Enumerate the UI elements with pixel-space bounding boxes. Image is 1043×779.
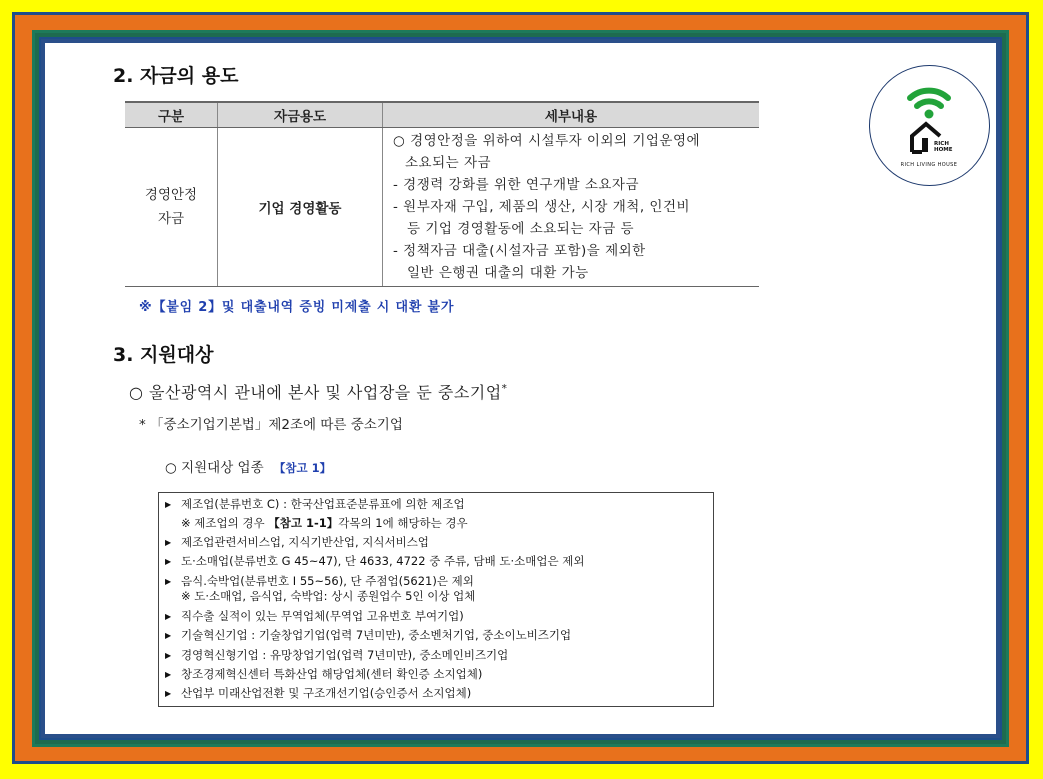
triangle-bullet-icon: ▶	[165, 650, 172, 660]
eligible-sectors-box	[158, 492, 714, 707]
sector-text: 창조경제혁신센터 특화산업 해당업체(센터 확인증 소지업체)	[181, 667, 483, 682]
list-item	[165, 574, 713, 589]
triangle-bullet-icon: ▶	[165, 577, 172, 587]
triangle-bullet-icon: ▶	[165, 556, 172, 566]
detail-line: 일반 은행권 대출의 대환 가능	[407, 265, 589, 281]
green-frame	[32, 30, 1009, 747]
detail-line: 소요되는 자금	[405, 155, 492, 171]
detail-line: - 원부자재 구입, 제품의 생산, 시장 개척, 인건비	[393, 199, 691, 215]
sector-note-ref: 【참고 1-1】	[268, 516, 339, 531]
list-item	[165, 646, 713, 665]
table-header-row	[125, 102, 759, 128]
list-item-note	[165, 514, 713, 532]
refinance-notice: ※【붙임 2】및 대출내역 증빙 미제출 시 대환 불가	[139, 300, 455, 315]
sector-note: ※ 제조업의 경우	[181, 516, 269, 531]
logo-brand-line1: RICH	[934, 141, 949, 147]
triangle-bullet-icon: ▶	[165, 612, 172, 622]
outer-orange-frame	[12, 12, 1029, 764]
target-text: ○ 울산광역시 관내에 본사 및 사업장을 둔 중소기업	[129, 383, 502, 402]
list-item	[165, 684, 713, 703]
rich-home-logo	[869, 65, 990, 186]
section3-title: 3. 지원대상	[113, 344, 214, 366]
header-usage: 자금용도	[218, 102, 383, 128]
sector-text: 도·소매업(분류번호 G 45~47), 단 4633, 4722 중 주류, 담배 도·소매업은 제외	[181, 553, 585, 568]
blue-frame	[39, 37, 1002, 740]
section2-title: 2. 자금의 용도	[113, 65, 239, 87]
triangle-bullet-icon: ▶	[165, 631, 172, 641]
target-footnote-mark: *	[501, 383, 508, 395]
sector-text: 기술혁신기업 : 기술창업기업(업력 7년미만), 중소벤처기업, 중소이노비즈기업	[181, 628, 572, 643]
detail-line: - 정책자금 대출(시설자금 포함)을 제외한	[393, 243, 646, 259]
triangle-bullet-icon: ▶	[165, 500, 172, 509]
table-row	[125, 128, 759, 287]
sector-text: 직수출 실적이 있는 무역업체(무역업 고유번호 부여기업)	[181, 609, 464, 624]
list-item	[165, 552, 713, 571]
sector-reference: 【참고 1】	[273, 461, 332, 475]
sector-text: 음식.숙박업(분류번호 I 55~56), 단 주점업(5621)은 제외	[181, 574, 474, 589]
list-item	[165, 533, 713, 552]
footnote: * 「중소기업기본법」제2조에 따른 중소기업	[139, 417, 403, 433]
sector-text: 산업부 미래산업전환 및 구조개선기업(승인증서 소지업체)	[181, 686, 472, 701]
sector-text: 경영혁신형기업 : 유망창업기업(업력 7년미만), 중소메인비즈기업	[181, 647, 509, 662]
list-item	[165, 495, 713, 514]
fund-usage-table	[125, 101, 759, 287]
detail-line: 등 기업 경영활동에 소요되는 자금 등	[407, 221, 635, 237]
header-category: 구분	[125, 102, 218, 128]
sector-text: 제조업관련서비스업, 지식기반산업, 지식서비스업	[181, 534, 429, 549]
category-line2: 자금	[157, 211, 185, 227]
document-page	[45, 43, 996, 734]
sector-heading-line	[165, 456, 331, 476]
triangle-bullet-icon: ▶	[165, 670, 172, 680]
category-cell	[125, 128, 218, 287]
details-cell	[383, 128, 760, 287]
list-item	[165, 665, 713, 684]
sector-note: ※ 도·소매업, 음식업, 숙박업: 상시 종원업수 5인 이상 업체	[181, 589, 476, 604]
logo-tagline: RICH LIVING HOUSE	[900, 162, 958, 168]
usage-cell: 기업 경영활동	[218, 128, 383, 287]
category-line1: 경영안정	[144, 187, 198, 203]
detail-line: ○ 경영안정을 위하여 시설투자 이외의 기업운영에	[393, 133, 701, 149]
detail-line: - 경쟁력 강화를 위한 연구개발 소요자금	[393, 177, 639, 193]
list-item	[165, 626, 713, 645]
triangle-bullet-icon: ▶	[165, 689, 172, 699]
triangle-bullet-icon: ▶	[165, 537, 172, 547]
logo-brand	[934, 141, 953, 153]
sector-note-tail: 각목의 1에 해당하는 경우	[338, 516, 468, 531]
list-item	[165, 607, 713, 626]
sector-text: 제조업(분류번호 C) : 한국산업표준분류표에 의한 제조업	[181, 497, 465, 511]
header-details: 세부내용	[383, 102, 760, 128]
logo-brand-line2: HOME	[934, 147, 953, 153]
sector-heading: ○ 지원대상 업종	[165, 460, 264, 476]
list-item-note	[165, 589, 713, 604]
target-line	[129, 380, 507, 403]
